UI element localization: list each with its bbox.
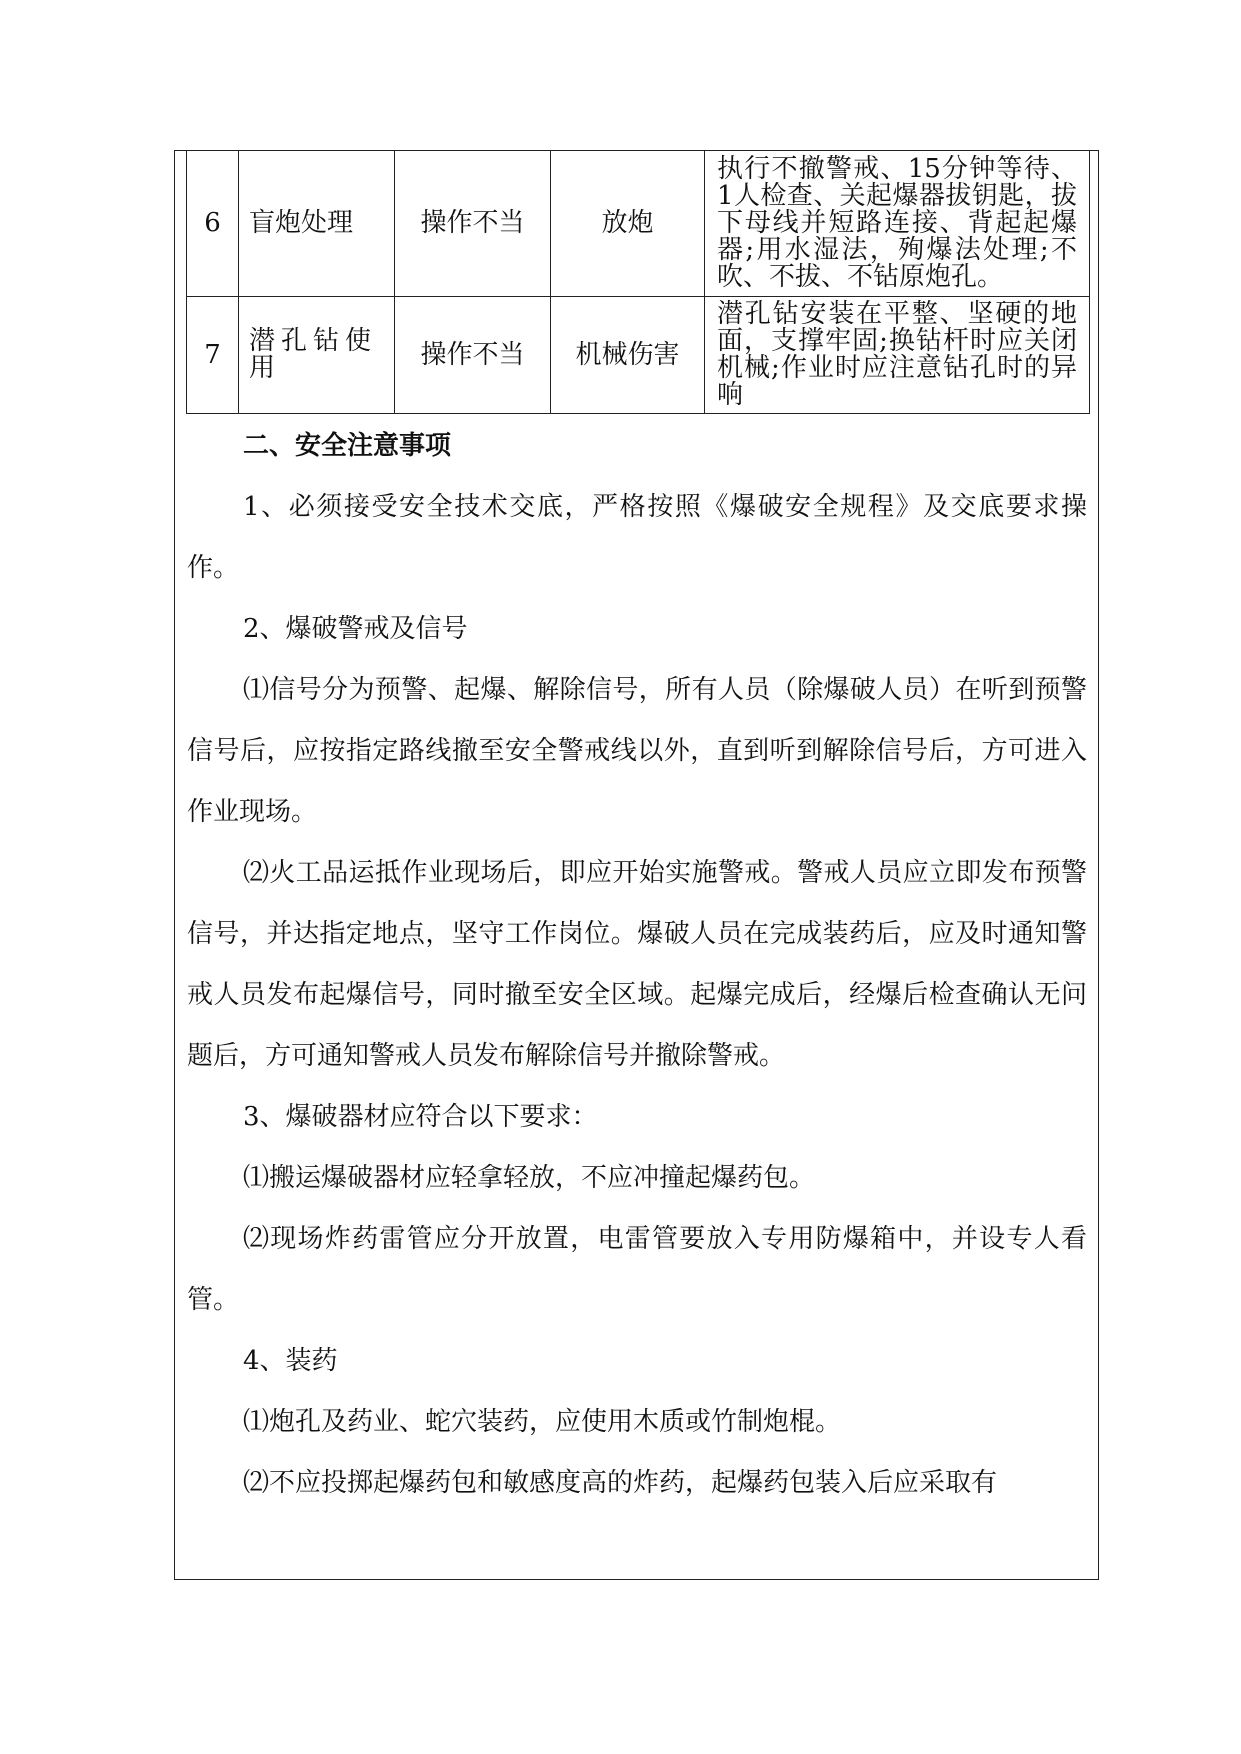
paragraph: ⑵不应投掷起爆药包和敏感度高的炸药，起爆药包装入后应采取有 — [243, 1468, 998, 1498]
control-measures: 执行不撤警戒、15分钟等待、1人检查、关起爆器拔钥匙，拔下母线并短路连接、背起起爆器;用水湿法，殉爆法处理;不吹、不拔、不钻原炮孔。 — [705, 151, 1090, 297]
paragraph: ⑴信号分为预警、起爆、解除信号，所有人员（除爆破人员）在听到预警信号后，应按指定路线撤至安全警戒线以外，直到听到解除信号后，方可进入作业现场。 — [187, 675, 1087, 827]
paragraph: ⑴搬运爆破器材应轻拿轻放，不应冲撞起爆药包。 — [243, 1163, 816, 1193]
safety-notes — [187, 416, 1087, 1514]
hazard-type: 放炮 — [551, 151, 705, 297]
paragraph: ⑵火工品运抵作业现场后，即应开始实施警戒。警戒人员应立即发布预警信号，并达指定地点，坚守工作岗位。爆破人员在完成装药后，应及时通知警戒人员发布起爆信号，同时撤至安全区域。起爆完成后，经爆后检查确认无问题后，方可通知警戒人员发布解除信号并撤除警戒。 — [187, 858, 1087, 1071]
risk-cause: 操作不当 — [395, 151, 551, 297]
section-title: 二、安全注意事项 — [243, 431, 452, 461]
paragraph: 4、装药 — [243, 1346, 338, 1376]
work-item: 潜孔钻使用 — [239, 297, 395, 414]
paragraph: 3、爆破器材应符合以下要求： — [243, 1102, 598, 1132]
table-row — [187, 151, 1090, 297]
risk-cause: 操作不当 — [395, 297, 551, 414]
row-number: 6 — [187, 151, 239, 297]
control-measures: 潜孔钻安装在平整、坚硬的地面，支撑牢固;换钻杆时应关闭机械;作业时应注意钻孔时的异响 — [705, 297, 1090, 414]
hazard-type: 机械伤害 — [551, 297, 705, 414]
paragraph: ⑵现场炸药雷管应分开放置，电雷管要放入专用防爆箱中，并设专人看管。 — [187, 1224, 1087, 1315]
paragraph: 2、爆破警戒及信号 — [243, 614, 468, 644]
work-item: 盲炮处理 — [239, 151, 395, 297]
paragraph: 1、必须接受安全技术交底，严格按照《爆破安全规程》及交底要求操作。 — [187, 492, 1087, 583]
row-number: 7 — [187, 297, 239, 414]
paragraph: ⑴炮孔及药业、蛇穴装药，应使用木质或竹制炮棍。 — [243, 1407, 842, 1437]
table-row — [187, 297, 1090, 414]
risk-table — [186, 150, 1090, 414]
